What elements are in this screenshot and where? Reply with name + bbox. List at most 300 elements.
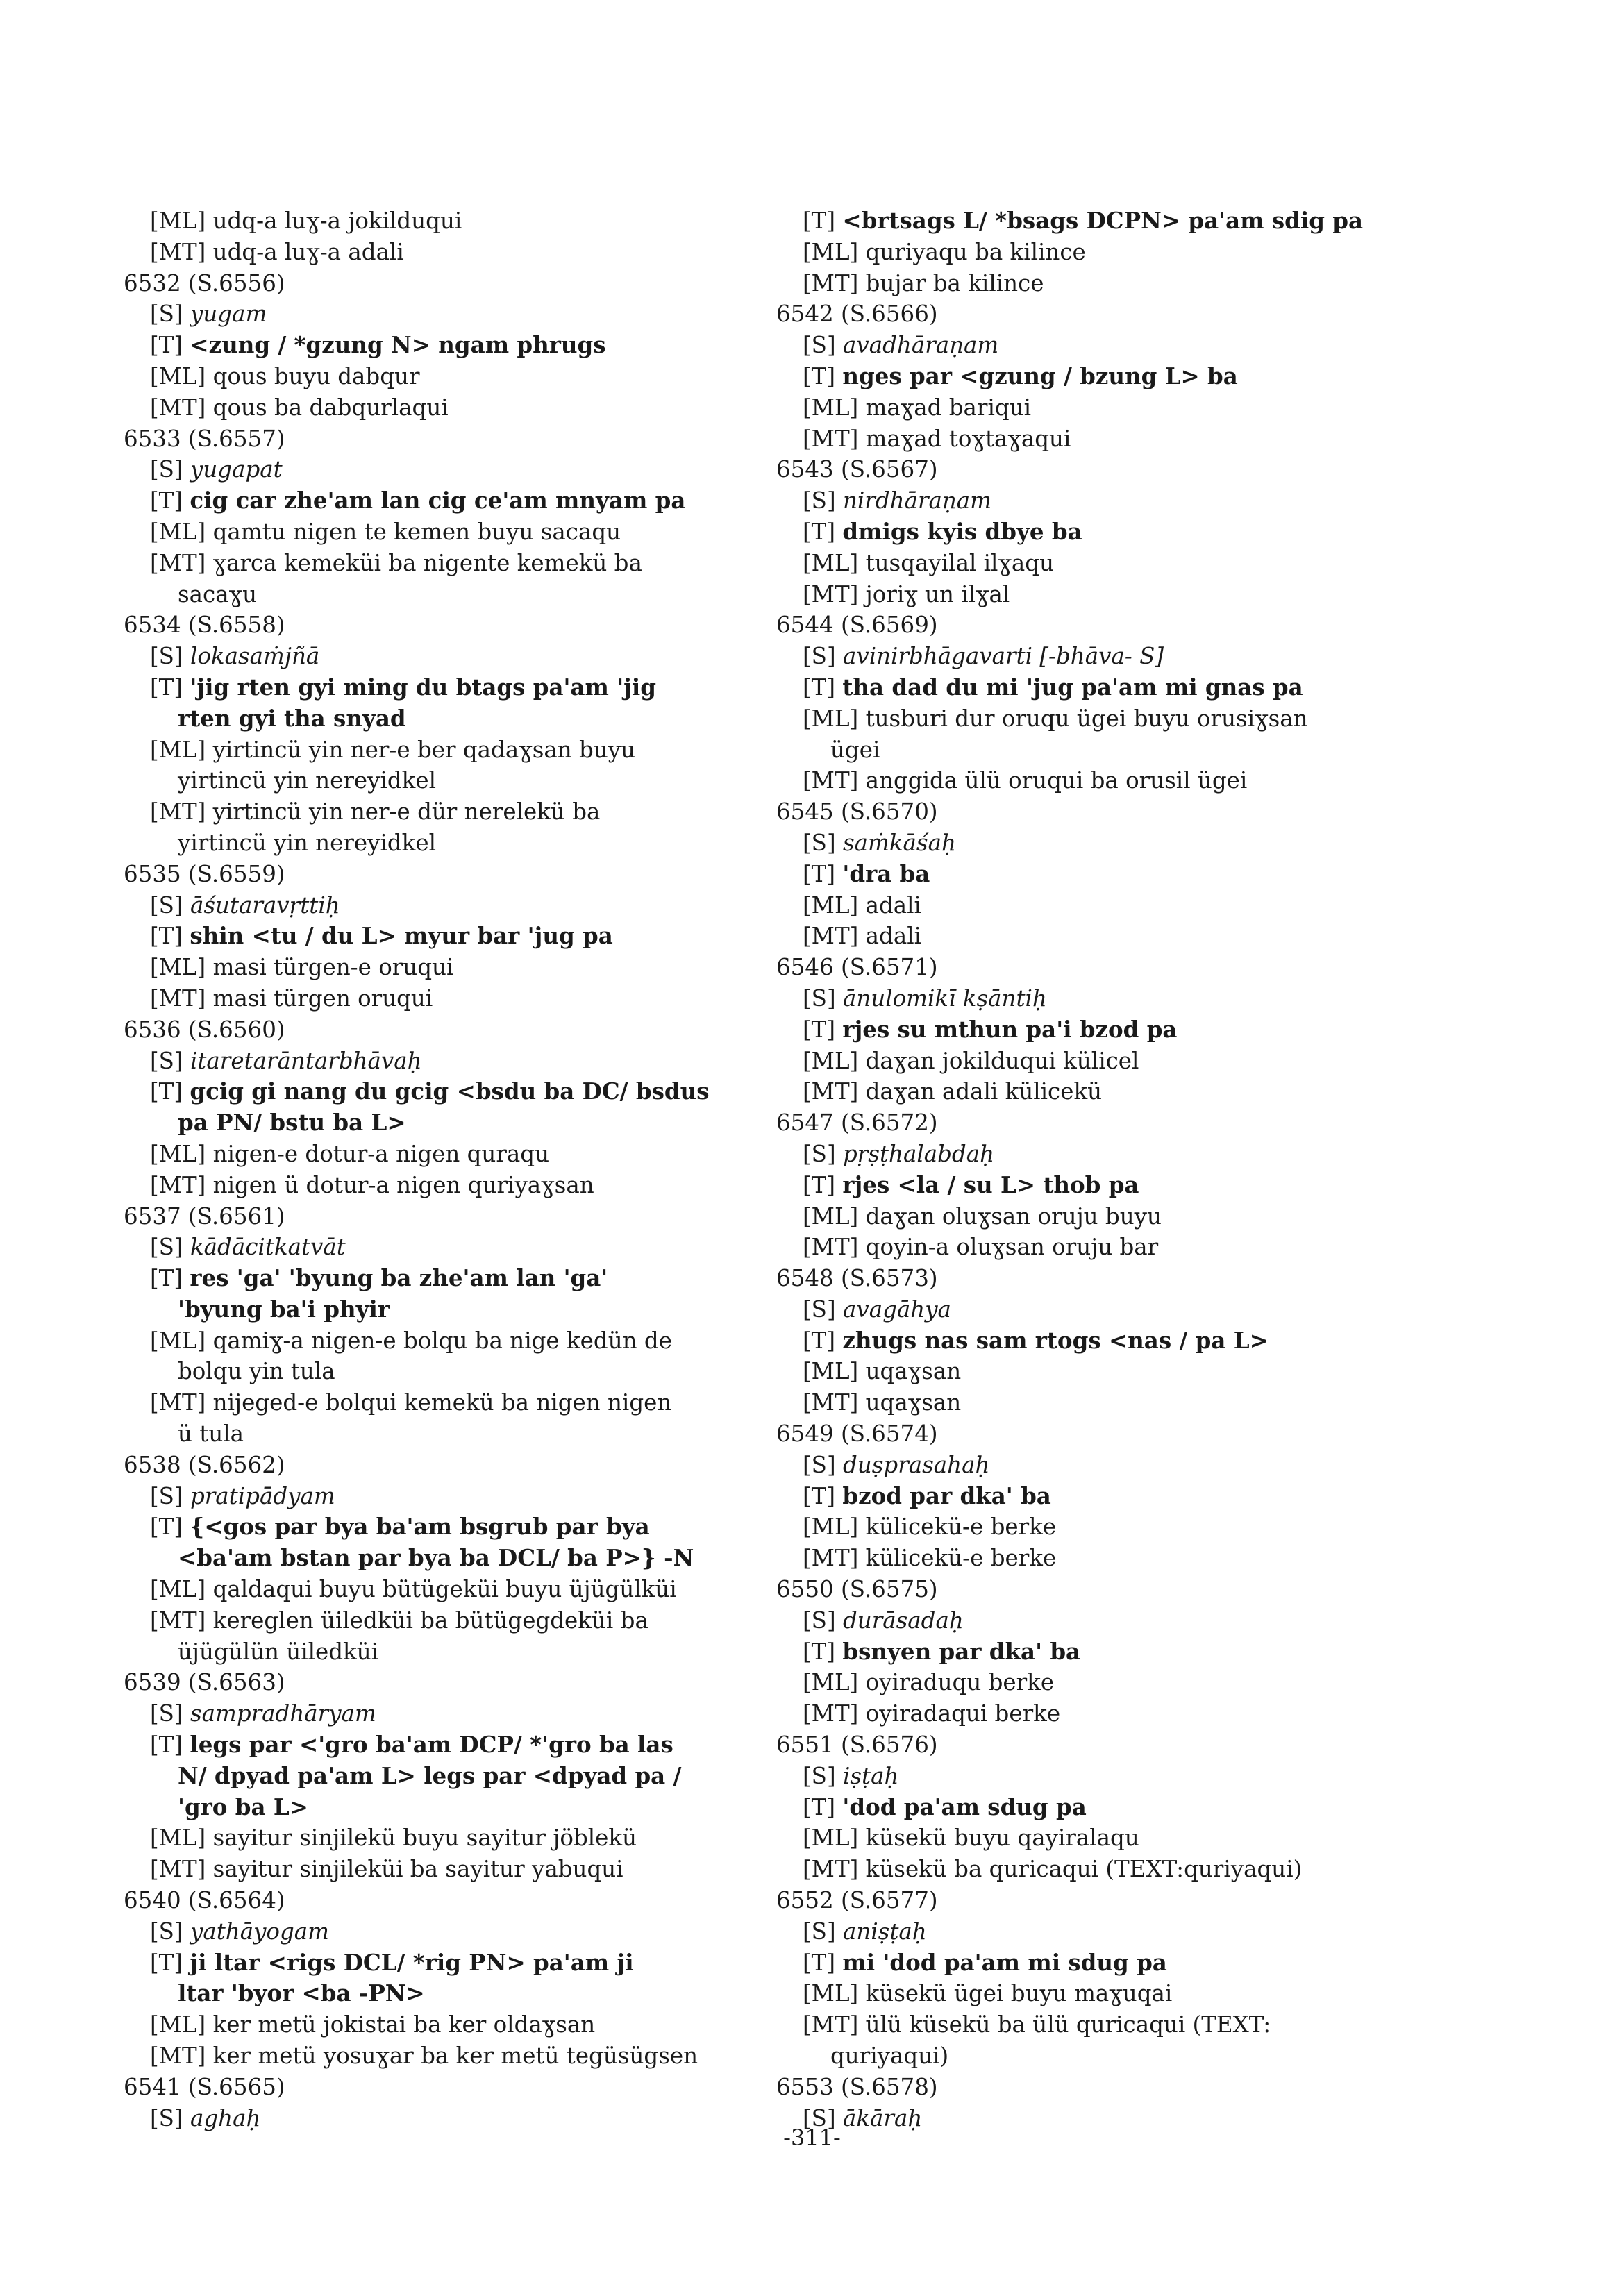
entry-number [776, 610, 1422, 641]
field-tag: [T] [803, 1638, 836, 1665]
entry-number [124, 859, 769, 890]
line-text: iṣṭaḥ [842, 1762, 899, 1789]
field-tag: [S] [803, 2104, 836, 2131]
line-text: nijeged-e bolqui kemekü ba nigen nigen [212, 1389, 672, 1416]
entry-line [776, 1947, 1422, 1979]
line-text: 6546 (S.6571) [776, 954, 938, 981]
field-tag: [MT] [803, 1700, 859, 1727]
line-text: bzod par dka' ba [842, 1482, 1051, 1509]
field-tag: [S] [803, 1918, 836, 1945]
field-tag: [S] [150, 301, 183, 328]
entry-line [124, 1481, 769, 1512]
line-text: küsekü ügei buyu maɣuqai [865, 1980, 1173, 2007]
page-number: -311- [783, 2125, 841, 2151]
line-text: nges par <gzung / bzung L> ba [842, 362, 1238, 389]
entry-line [776, 268, 1422, 299]
field-tag: [ML] [150, 2011, 206, 2038]
line-text: oyiraduqu berke [865, 1669, 1055, 1696]
field-tag: [MT] [150, 238, 206, 265]
line-text: üjügülün üiledküi [178, 1638, 379, 1665]
entry-line [776, 517, 1422, 548]
line-text: ji ltar <rigs DCL/ *rig PN> pa'am ji [190, 1948, 634, 1976]
entry-line [776, 1201, 1422, 1232]
line-text: mi 'dod pa'am mi sdug pa [842, 1948, 1167, 1976]
field-tag: [T] [803, 860, 836, 887]
field-tag: [T] [150, 1949, 183, 1976]
line-text: pa PN/ bstu ba L> [178, 1109, 406, 1137]
line-text: daɣan jokilduqui külicel [865, 1047, 1139, 1074]
entry-number [776, 952, 1422, 983]
line-text: 'jig rten gyi ming du btags pa'am 'jig [190, 673, 656, 701]
entry-line [124, 517, 769, 548]
line-text: shin <tu / du L> myur bar 'jug pa [190, 922, 613, 950]
field-tag: [MT] [150, 394, 206, 421]
line-text: āśutaravṛttiḥ [190, 891, 340, 919]
line-text: adali [865, 923, 922, 950]
entry-line [124, 1294, 769, 1325]
field-tag: [ML] [803, 1669, 859, 1696]
entry-line [124, 828, 769, 859]
line-text: 6551 (S.6576) [776, 1732, 938, 1759]
field-tag: [ML] [150, 208, 206, 234]
field-tag: [ML] [803, 1825, 859, 1852]
entry-number [124, 1667, 769, 1698]
line-text: tusburi dur oruqu ügei buyu orusiɣsan [865, 705, 1308, 732]
line-text: qous ba dabqurlaqui [212, 394, 449, 421]
entry-line [776, 2009, 1422, 2041]
line-text: dmigs kyis dbye ba [842, 517, 1082, 545]
line-text: 6537 (S.6561) [124, 1203, 285, 1230]
entry-line [776, 828, 1422, 859]
entry-line [776, 1792, 1422, 1823]
field-tag: [ML] [803, 394, 859, 421]
line-text: aniṣṭaḥ [842, 1918, 927, 1945]
field-tag: [S] [150, 1918, 183, 1945]
line-text: 6542 (S.6566) [776, 301, 938, 328]
line-text: nigen-e dotur-a nigen quraqu [212, 1140, 549, 1167]
entry-line [124, 1605, 769, 1636]
field-tag: [S] [150, 1234, 183, 1261]
line-text: avadhāraṇam [842, 332, 999, 359]
entry-line [124, 890, 769, 921]
entry-line [776, 1046, 1422, 1077]
entry-line [776, 1481, 1422, 1512]
entry-line [124, 1916, 769, 1947]
entry-line [776, 1822, 1422, 1854]
entry-line [124, 1729, 769, 1761]
line-text: 6545 (S.6570) [776, 798, 938, 826]
entry-line [124, 1947, 769, 1979]
entry-number [776, 1107, 1422, 1139]
line-text: daɣan adali külicekü [865, 1078, 1103, 1105]
line-text: aghaḥ [190, 2104, 261, 2131]
field-tag: [MT] [150, 798, 206, 826]
entry-line [124, 765, 769, 796]
line-text: <zung / *gzung N> ngam phrugs [190, 331, 606, 359]
field-tag: [T] [803, 208, 836, 234]
entry-number [776, 1418, 1422, 1450]
entry-line [776, 392, 1422, 424]
entry-line [776, 1511, 1422, 1543]
entry-line [776, 1543, 1422, 1574]
field-tag: [ML] [150, 1576, 206, 1603]
entry-number [776, 1263, 1422, 1294]
entry-line [776, 1232, 1422, 1263]
line-text: qoyin-a oluɣsan oruju bar [865, 1234, 1159, 1261]
line-text: oyiradaqui berke [865, 1700, 1061, 1727]
line-text: avagāhya [842, 1296, 951, 1323]
right-column [776, 206, 1422, 2134]
entry-line [124, 1170, 769, 1201]
entry-line [124, 1356, 769, 1387]
field-tag: [ML] [150, 362, 206, 389]
entry-number [124, 1450, 769, 1481]
left-column [124, 206, 769, 2134]
field-tag: [S] [803, 643, 836, 670]
field-tag: [MT] [803, 2011, 859, 2038]
entry-line [124, 1543, 769, 1574]
line-text: küsekü buyu qayiralaqu [865, 1825, 1139, 1852]
entry-line [124, 1263, 769, 1294]
line-text: bujar ba kilince [865, 269, 1044, 296]
entry-line [776, 1294, 1422, 1325]
entry-line [124, 1822, 769, 1854]
entry-line [124, 1232, 769, 1263]
field-tag: [MT] [803, 1856, 859, 1883]
line-text: adali [865, 891, 921, 919]
line-text: ɣarca kemeküi ba nigente kemekü ba [212, 549, 642, 576]
entry-line [776, 1076, 1422, 1107]
line-text: ügei [830, 736, 880, 763]
entry-number [776, 1885, 1422, 1916]
line-text: masi türgen-e oruqui [212, 954, 454, 981]
entry-line [124, 1325, 769, 1357]
field-tag: [S] [150, 1047, 183, 1074]
line-text: 6540 (S.6564) [124, 1887, 285, 1914]
field-tag: [ML] [150, 1140, 206, 1167]
line-text: yirtincü yin ner-e dür nerelekü ba [212, 798, 601, 826]
field-tag: [S] [803, 1296, 836, 1323]
entry-line [776, 983, 1422, 1014]
line-text: ü tula [178, 1421, 244, 1448]
line-text: avinirbhāgavarti [-bhāva- S] [842, 643, 1164, 670]
field-tag: [MT] [150, 1856, 206, 1883]
field-tag: [S] [150, 643, 183, 670]
field-tag: [T] [803, 1793, 836, 1820]
field-tag: [S] [803, 487, 836, 514]
entry-line [776, 361, 1422, 392]
line-text: tusqayilal ilɣaqu [865, 549, 1055, 576]
line-text: 'byung ba'i phyir [178, 1295, 390, 1323]
entry-number [124, 610, 769, 641]
entry-line [776, 1387, 1422, 1418]
line-text: lokasaṁjñā [190, 643, 320, 670]
entry-line [124, 237, 769, 268]
line-text: bsnyen par dka' ba [842, 1637, 1081, 1665]
line-text: kādācitkatvāt [190, 1234, 346, 1261]
line-text: pratipādyam [190, 1482, 335, 1509]
field-tag: [S] [150, 456, 183, 483]
entry-line [124, 392, 769, 424]
field-tag: [ML] [803, 238, 859, 265]
entry-line [124, 1792, 769, 1823]
field-tag: [T] [803, 1327, 836, 1354]
line-text: 6553 (S.6578) [776, 2073, 938, 2100]
line-text: nigen ü dotur-a nigen quriyaɣsan [212, 1171, 594, 1198]
field-tag: [ML] [803, 1047, 859, 1074]
entry-line [124, 796, 769, 828]
line-text: maɣad bariqui [865, 394, 1031, 421]
entry-line [124, 579, 769, 610]
line-text: quriyaqu ba kilince [865, 238, 1086, 265]
entry-line [124, 1854, 769, 1885]
field-tag: [MT] [803, 923, 859, 950]
field-tag: [S] [150, 891, 183, 919]
field-tag: [T] [803, 1171, 836, 1198]
field-tag: [T] [803, 518, 836, 545]
field-tag: [MT] [803, 269, 859, 296]
line-text: külicekü-e berke [865, 1514, 1057, 1541]
entry-line [776, 1605, 1422, 1636]
line-text: sampradhāryam [190, 1700, 376, 1727]
entry-number [124, 268, 769, 299]
line-text: zhugs nas sam rtogs <nas / pa L> [842, 1326, 1269, 1354]
entry-line [776, 1698, 1422, 1729]
entry-line [776, 890, 1422, 921]
line-text: uqaɣsan [865, 1389, 962, 1416]
field-tag: [S] [150, 1482, 183, 1509]
line-text: sacaɣu [178, 580, 258, 607]
entry-line [124, 485, 769, 517]
entry-number [776, 796, 1422, 828]
entry-line [124, 1511, 769, 1543]
entry-line [776, 237, 1422, 268]
entry-line [776, 1761, 1422, 1792]
field-tag: [S] [803, 332, 836, 359]
line-text: saṁkāśaḥ [842, 829, 956, 856]
entry-line [776, 1450, 1422, 1481]
field-tag: [MT] [803, 580, 859, 607]
field-tag: [MT] [150, 1171, 206, 1198]
entry-line [124, 983, 769, 1014]
field-tag: [T] [150, 923, 183, 950]
line-text: 6536 (S.6560) [124, 1016, 285, 1043]
field-tag: [T] [150, 673, 183, 701]
line-text: nirdhāraṇam [842, 487, 991, 514]
entry-line [124, 1107, 769, 1139]
field-tag: [MT] [150, 549, 206, 576]
line-text: pṛṣṭhalabdaḥ [842, 1140, 995, 1167]
field-tag: [ML] [803, 1358, 859, 1385]
entry-line [776, 1325, 1422, 1357]
line-text: külicekü-e berke [865, 1545, 1057, 1572]
entry-number [776, 1729, 1422, 1761]
field-tag: [T] [803, 1016, 836, 1043]
entry-number [124, 2072, 769, 2103]
entry-line [124, 548, 769, 579]
line-text: 6549 (S.6574) [776, 1421, 938, 1448]
field-tag: [ML] [803, 549, 859, 576]
entry-line [124, 1046, 769, 1077]
line-text: legs par <'gro ba'am DCP/ *'gro ba las [190, 1731, 673, 1759]
field-tag: [ML] [803, 1980, 859, 2007]
line-text: daɣan oluɣsan oruju buyu [865, 1203, 1162, 1230]
line-text: yugapat [190, 456, 283, 483]
entry-line [124, 1076, 769, 1107]
line-text: bolqu yin tula [178, 1358, 335, 1385]
entry-line [124, 1574, 769, 1605]
entry-line [776, 735, 1422, 766]
entry-line [776, 485, 1422, 517]
line-text: yirtincü yin ner-e ber qadaɣsan buyu [212, 736, 636, 763]
entry-line [124, 641, 769, 672]
field-tag: [ML] [150, 954, 206, 981]
field-tag: [T] [150, 1265, 183, 1292]
entry-line [124, 1761, 769, 1792]
entry-line [124, 2009, 769, 2041]
entry-line [124, 1636, 769, 1668]
field-tag: [S] [803, 984, 836, 1012]
entry-line [776, 330, 1422, 361]
entry-number [776, 2072, 1422, 2103]
line-text: 6543 (S.6567) [776, 456, 938, 483]
line-text: <ba'am bstan par bya ba DCL/ ba P>} -N [178, 1544, 694, 1572]
field-tag: [MT] [803, 767, 859, 794]
entry-number [776, 299, 1422, 330]
field-tag: [T] [150, 332, 183, 359]
line-text: yathāyogam [190, 1918, 329, 1945]
field-tag: [MT] [150, 2043, 206, 2070]
line-text: sayitur sinjilekü buyu sayitur jöblekü [212, 1825, 637, 1852]
field-tag: [ML] [803, 1514, 859, 1541]
line-text: qaldaqui buyu bütügeküi buyu üjügülküi [212, 1576, 677, 1603]
entry-line [124, 299, 769, 330]
line-text: ānulomikī kṣāntiḥ [842, 984, 1047, 1012]
entry-line [776, 2041, 1422, 2072]
field-tag: [ML] [150, 518, 206, 545]
field-tag: [MT] [150, 984, 206, 1012]
entry-line [776, 1916, 1422, 1947]
entry-line [776, 765, 1422, 796]
field-tag: [S] [803, 1140, 836, 1167]
entry-line [124, 1139, 769, 1170]
entry-line [124, 921, 769, 952]
entry-line [124, 206, 769, 237]
field-tag: [MT] [150, 1607, 206, 1634]
line-text: ülü küsekü ba ülü quricaqui (TEXT: [865, 2011, 1271, 2038]
entry-line [776, 859, 1422, 890]
entry-line [776, 548, 1422, 579]
entry-line [124, 1387, 769, 1418]
line-text: 6538 (S.6562) [124, 1451, 285, 1478]
field-tag: [ML] [150, 1825, 206, 1852]
field-tag: [T] [150, 1514, 183, 1541]
field-tag: [ML] [803, 1203, 859, 1230]
line-text: res 'ga' 'byung ba zhe'am lan 'ga' [190, 1264, 608, 1292]
line-text: 6548 (S.6573) [776, 1265, 938, 1292]
entry-line [776, 1636, 1422, 1668]
entry-line [124, 1418, 769, 1450]
line-text: qamiɣ-a nigen-e bolqu ba nige kedün de [212, 1327, 672, 1354]
line-text: cig car zhe'am lan cig ce'am mnyam pa [190, 487, 686, 514]
line-text: kereglen üiledküi ba bütügegdeküi ba [212, 1607, 648, 1634]
line-text: 6541 (S.6565) [124, 2073, 285, 2100]
entry-line [124, 735, 769, 766]
entry-line [776, 921, 1422, 952]
line-text: N/ dpyad pa'am L> legs par <dpyad pa / [178, 1761, 682, 1789]
field-tag: [MT] [803, 425, 859, 452]
field-tag: [S] [803, 1451, 836, 1478]
entry-line [776, 1667, 1422, 1698]
entry-line [124, 952, 769, 983]
line-text: ākāraḥ [842, 2104, 923, 2131]
entry-line [776, 206, 1422, 237]
field-tag: [ML] [150, 1327, 206, 1354]
field-tag: [T] [803, 1482, 836, 1509]
entry-number [124, 1014, 769, 1046]
field-tag: [T] [803, 362, 836, 389]
line-text: yugam [190, 301, 267, 328]
line-text: 6533 (S.6557) [124, 425, 285, 452]
line-text: 6535 (S.6559) [124, 860, 285, 887]
entry-number [124, 424, 769, 455]
field-tag: [S] [803, 829, 836, 856]
field-tag: [ML] [803, 705, 859, 732]
entry-number [124, 1201, 769, 1232]
entry-line [124, 1698, 769, 1729]
entry-line [124, 361, 769, 392]
line-text: udq-a luɣ-a jokilduqui [212, 208, 462, 234]
line-text: anggida ülü oruqui ba orusil ügei [865, 767, 1248, 794]
line-text: ltar 'byor <ba -PN> [178, 1979, 425, 2007]
line-text: küsekü ba quricaqui (TEXT:quriyaqui) [865, 1856, 1303, 1883]
field-tag: [MT] [803, 1234, 859, 1261]
line-text: rjes su mthun pa'i bzod pa [842, 1015, 1178, 1043]
line-text: yirtincü yin nereyidkel [178, 767, 436, 794]
line-text: ker metü jokistai ba ker oldaɣsan [212, 2011, 596, 2038]
line-text: masi türgen oruqui [212, 984, 433, 1012]
entry-line [776, 703, 1422, 735]
field-tag: [ML] [150, 736, 206, 763]
entry-line [776, 1139, 1422, 1170]
field-tag: [T] [803, 1949, 836, 1976]
line-text: tha dad du mi 'jug pa'am mi gnas pa [842, 673, 1303, 701]
line-text: <brtsags L/ *bsags DCPN> pa'am sdig pa [842, 207, 1364, 234]
entry-line [124, 454, 769, 485]
entry-line [776, 641, 1422, 672]
entry-line [124, 703, 769, 735]
field-tag: [T] [150, 1078, 183, 1105]
entry-line [776, 672, 1422, 703]
entry-line [124, 2041, 769, 2072]
entry-line [124, 1978, 769, 2009]
line-text: 6550 (S.6575) [776, 1576, 938, 1603]
line-text: yirtincü yin nereyidkel [178, 829, 436, 856]
entry-line [776, 1356, 1422, 1387]
field-tag: [ML] [803, 891, 859, 919]
entry-number [124, 1885, 769, 1916]
entry-line [776, 1170, 1422, 1201]
field-tag: [S] [803, 1762, 836, 1789]
line-text: joriɣ un ilɣal [865, 580, 1010, 607]
line-text: itaretarāntarbhāvaḥ [190, 1047, 422, 1074]
entry-line [776, 579, 1422, 610]
entry-line [124, 330, 769, 361]
line-text: uqaɣsan [865, 1358, 962, 1385]
line-text: qous buyu dabqur [212, 362, 420, 389]
entry-number [776, 454, 1422, 485]
line-text: maɣad toɣtaɣaqui [865, 425, 1071, 452]
